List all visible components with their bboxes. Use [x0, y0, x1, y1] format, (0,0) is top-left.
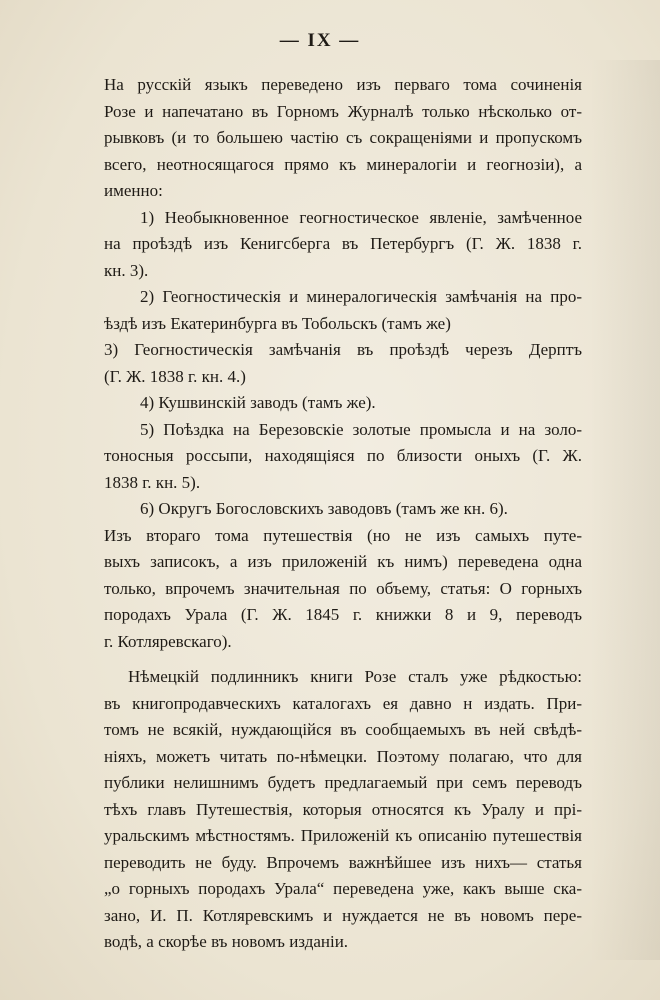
text-line: водѣ, а скорѣе въ новомъ изданіи. — [104, 932, 349, 951]
paragraph-gap — [104, 655, 582, 664]
text-line: только, впрочемъ значительная по объему, статья: О горныхъ — [104, 578, 582, 598]
text-line: публики нелишнимъ будетъ предлагаемый при семъ переводъ — [104, 773, 582, 792]
text-line: томъ не всякій, нуждающійся въ сообщаемыхъ въ ней свѣдѣ- — [104, 720, 582, 739]
text-line: тѣхъ главъ Путешествія, которыя относятся къ Уралу и прі- — [104, 799, 582, 819]
text-line: „о горныхъ породахъ Урала“ переведена уже, какъ выше ска- — [104, 879, 582, 898]
text-line: кн. 3). — [104, 260, 149, 280]
text-line: тоносныя россыпи, находящіяся по близости оныхъ (Г. Ж. — [104, 446, 582, 465]
text-line: уральскимъ мѣстностямъ. Приложеній къ описанію путешествія — [104, 826, 582, 845]
text-line: 5) Поѣздка на Березовскіе золотые промысла и на золо- — [140, 419, 582, 439]
text-line: Изъ втораго тома путешествія (но не изъ самыхъ путе- — [104, 525, 582, 545]
text-line: рывковъ (и то большею частію съ сокращеніями и пропускомъ — [104, 128, 582, 147]
text-line: Нѣмецкій подлинникъ книги Розе сталъ уже рѣдкостью: — [128, 667, 582, 686]
text-line: ѣздѣ изъ Екатеринбурга въ Тобольскъ (тамъ же) — [104, 313, 451, 333]
text-line: (Г. Ж. 1838 г. кн. 4.) — [104, 366, 246, 386]
text-line: породахъ Урала (Г. Ж. 1845 г. книжки 8 и 9, переводъ — [104, 605, 582, 624]
text-line: ніяхъ, можетъ читать по-нѣмецки. Поэтому полагаю, что для — [104, 746, 582, 766]
text-line: г. Котляревскаго). — [104, 631, 232, 651]
text-line: 3) Геогностическія замѣчанія въ проѣздѣ черезъ Дерптъ — [104, 340, 582, 359]
text-line: Розе и напечатано въ Горномъ Журналѣ только нѣсколько от- — [104, 101, 582, 121]
text-line: 6) Округъ Богословскихъ заводовъ (тамъ же кн. 6). — [140, 499, 508, 518]
text-line: На русскій языкъ переведено изъ перваго тома сочиненія — [104, 75, 582, 94]
text-line: именно: — [104, 181, 163, 200]
bleed-through-shadow — [590, 60, 660, 960]
text-line: въ книгопродавческихъ каталогахъ ея давно н издать. При- — [104, 693, 582, 713]
text-line: 1) Необыкновенное геогностическое явленіе, замѣченное — [140, 207, 582, 227]
text-line: 1838 г. кн. 5). — [104, 472, 201, 492]
text-line: 4) Кушвинскій заводъ (тамъ же). — [140, 393, 376, 412]
text-line: на проѣздѣ изъ Кенигсберга въ Петербургъ (Г. Ж. 1838 г. — [104, 234, 582, 253]
text-line: всего, неотносящагося прямо къ минералогіи и геогнозіи), а — [104, 154, 582, 174]
text-line: выхъ записокъ, а изъ приложеній къ нимъ) переведена одна — [104, 552, 582, 571]
body-text — [104, 72, 582, 956]
page-number: — IX — — [279, 30, 361, 51]
text-line: зано, И. П. Котляревскимъ и нуждается не въ новомъ пере- — [104, 905, 582, 925]
text-line: переводить не буду. Впрочемъ важнѣйшее изъ нихъ— статья — [104, 852, 582, 872]
text-line: 2) Геогностическія и минералогическія замѣчанія на про- — [140, 287, 582, 306]
